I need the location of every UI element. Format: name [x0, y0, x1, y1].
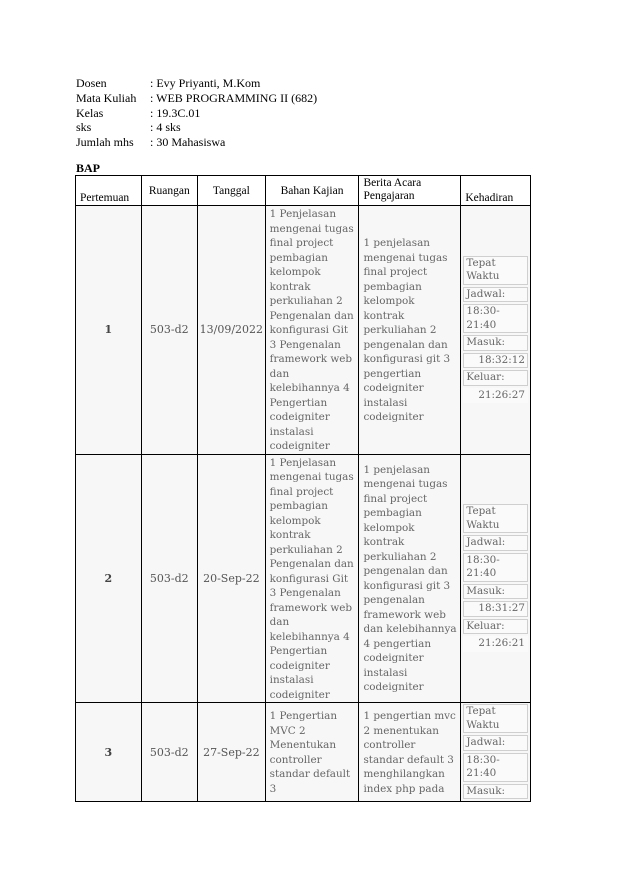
ruangan-cell: 503-d2 — [141, 206, 197, 455]
jadwal-value: 18:30-21:40 — [463, 553, 528, 582]
header-tanggal: Tanggal — [198, 176, 266, 206]
header-kehadiran: Kehadiran — [461, 176, 531, 206]
keluar-label: Keluar: — [463, 370, 528, 386]
ruangan-cell: 503-d2 — [141, 703, 197, 802]
info-row-sks — [76, 120, 317, 135]
masuk-label: Masuk: — [463, 335, 528, 351]
berita-acara-cell: 1 penjelasan mengenai tugas final project pembagian kelompok kontrak perkuliahan 2 pengenalan dan konfigurasi git 3 pengertian codeigniter instalasi codeigniter — [359, 206, 461, 455]
header-bahan: Bahan Kajian — [265, 176, 359, 206]
berita-acara-cell: 1 penjelasan mengenai tugas final project pembagian kelompok kontrak perkuliahan 2 pengenalan dan konfigurasi git 3 pengenalan framework web dan kelebihannya 4 pengertian codeigniter instalasi codeigniter — [359, 454, 461, 703]
masuk-label: Masuk: — [463, 584, 528, 600]
keluar-value: 21:26:21 — [463, 636, 528, 652]
tanggal-cell: 13/09/2022 — [198, 206, 266, 455]
table-row — [76, 454, 531, 703]
bahan-kajian-cell: 1 Penjelasan mengenai tugas final project pembagian kelompok kontrak perkuliahan 2 Pengenalan dan konfigurasi Git 3 Pengenalan framework web dan kelebihannya 4 Pengertian codeigniter instalasi codeigniter — [265, 206, 359, 455]
status-badge: Tepat Waktu — [463, 504, 528, 533]
header-berita: Berita Acara Pengajaran — [359, 176, 461, 206]
info-row-jumlah — [76, 135, 317, 150]
dosen-value: : Evy Priyanti, M.Kom — [150, 76, 261, 90]
table-header-row — [76, 176, 531, 206]
jumlah-label: Jumlah mhs — [76, 135, 134, 150]
kelas-label: Kelas — [76, 105, 104, 120]
sks-label: sks — [76, 120, 92, 135]
dosen-label: Dosen — [76, 76, 107, 90]
table-row — [76, 703, 531, 802]
tanggal-cell: 27-Sep-22 — [198, 703, 266, 802]
matkul-label: Mata Kuliah — [76, 90, 137, 105]
bap-table — [75, 175, 531, 802]
ruangan-cell: 503-d2 — [141, 454, 197, 703]
jadwal-label: Jadwal: — [463, 535, 528, 551]
info-row-matkul — [76, 91, 317, 106]
jadwal-value: 18:30-21:40 — [463, 304, 528, 333]
info-row-dosen — [76, 76, 317, 91]
jadwal-label: Jadwal: — [463, 735, 528, 751]
status-badge: Tepat Waktu — [463, 704, 528, 733]
berita-acara-cell: 1 pengertian mvc 2 menentukan controller standar default 3 menghilangkan index php pada — [359, 703, 461, 802]
keluar-label: Keluar: — [463, 619, 528, 635]
kehadiran-cell — [461, 206, 531, 455]
header-pertemuan: Pertemuan — [76, 176, 142, 206]
lecturer-info — [76, 76, 317, 150]
info-row-kelas — [76, 106, 317, 121]
tanggal-cell: 20-Sep-22 — [198, 454, 266, 703]
bahan-kajian-cell: 1 Pengertian MVC 2 Menentukan controller standar default 3 — [265, 703, 359, 802]
jumlah-value: : 30 Mahasiswa — [150, 135, 226, 150]
kehadiran-cell — [461, 703, 531, 802]
header-ruangan: Ruangan — [141, 176, 197, 206]
bahan-kajian-cell: 1 Penjelasan mengenai tugas final project pembagian kelompok kontrak perkuliahan 2 Pengenalan dan konfigurasi Git 3 Pengenalan framework web dan kelebihannya 4 Pengertian codeigniter instalasi codeigniter — [265, 454, 359, 703]
keluar-value: 21:26:27 — [463, 388, 528, 404]
masuk-label: Masuk: — [463, 784, 528, 800]
masuk-value: 18:32:12 — [463, 353, 528, 369]
pertemuan-cell: 2 — [76, 454, 142, 703]
matkul-value: : WEB PROGRAMMING II (682) — [150, 90, 318, 105]
bap-title: BAP — [76, 161, 100, 175]
kehadiran-cell — [461, 454, 531, 703]
jadwal-label: Jadwal: — [463, 287, 528, 303]
jadwal-value: 18:30-21:40 — [463, 753, 528, 782]
table-row — [76, 206, 531, 455]
masuk-value: 18:31:27 — [463, 601, 528, 617]
kelas-value: : 19.3C.01 — [150, 105, 201, 120]
status-badge: Tepat Waktu — [463, 256, 528, 285]
pertemuan-cell: 3 — [76, 703, 142, 802]
sks-value: : 4 sks — [150, 120, 181, 135]
pertemuan-cell: 1 — [76, 206, 142, 455]
